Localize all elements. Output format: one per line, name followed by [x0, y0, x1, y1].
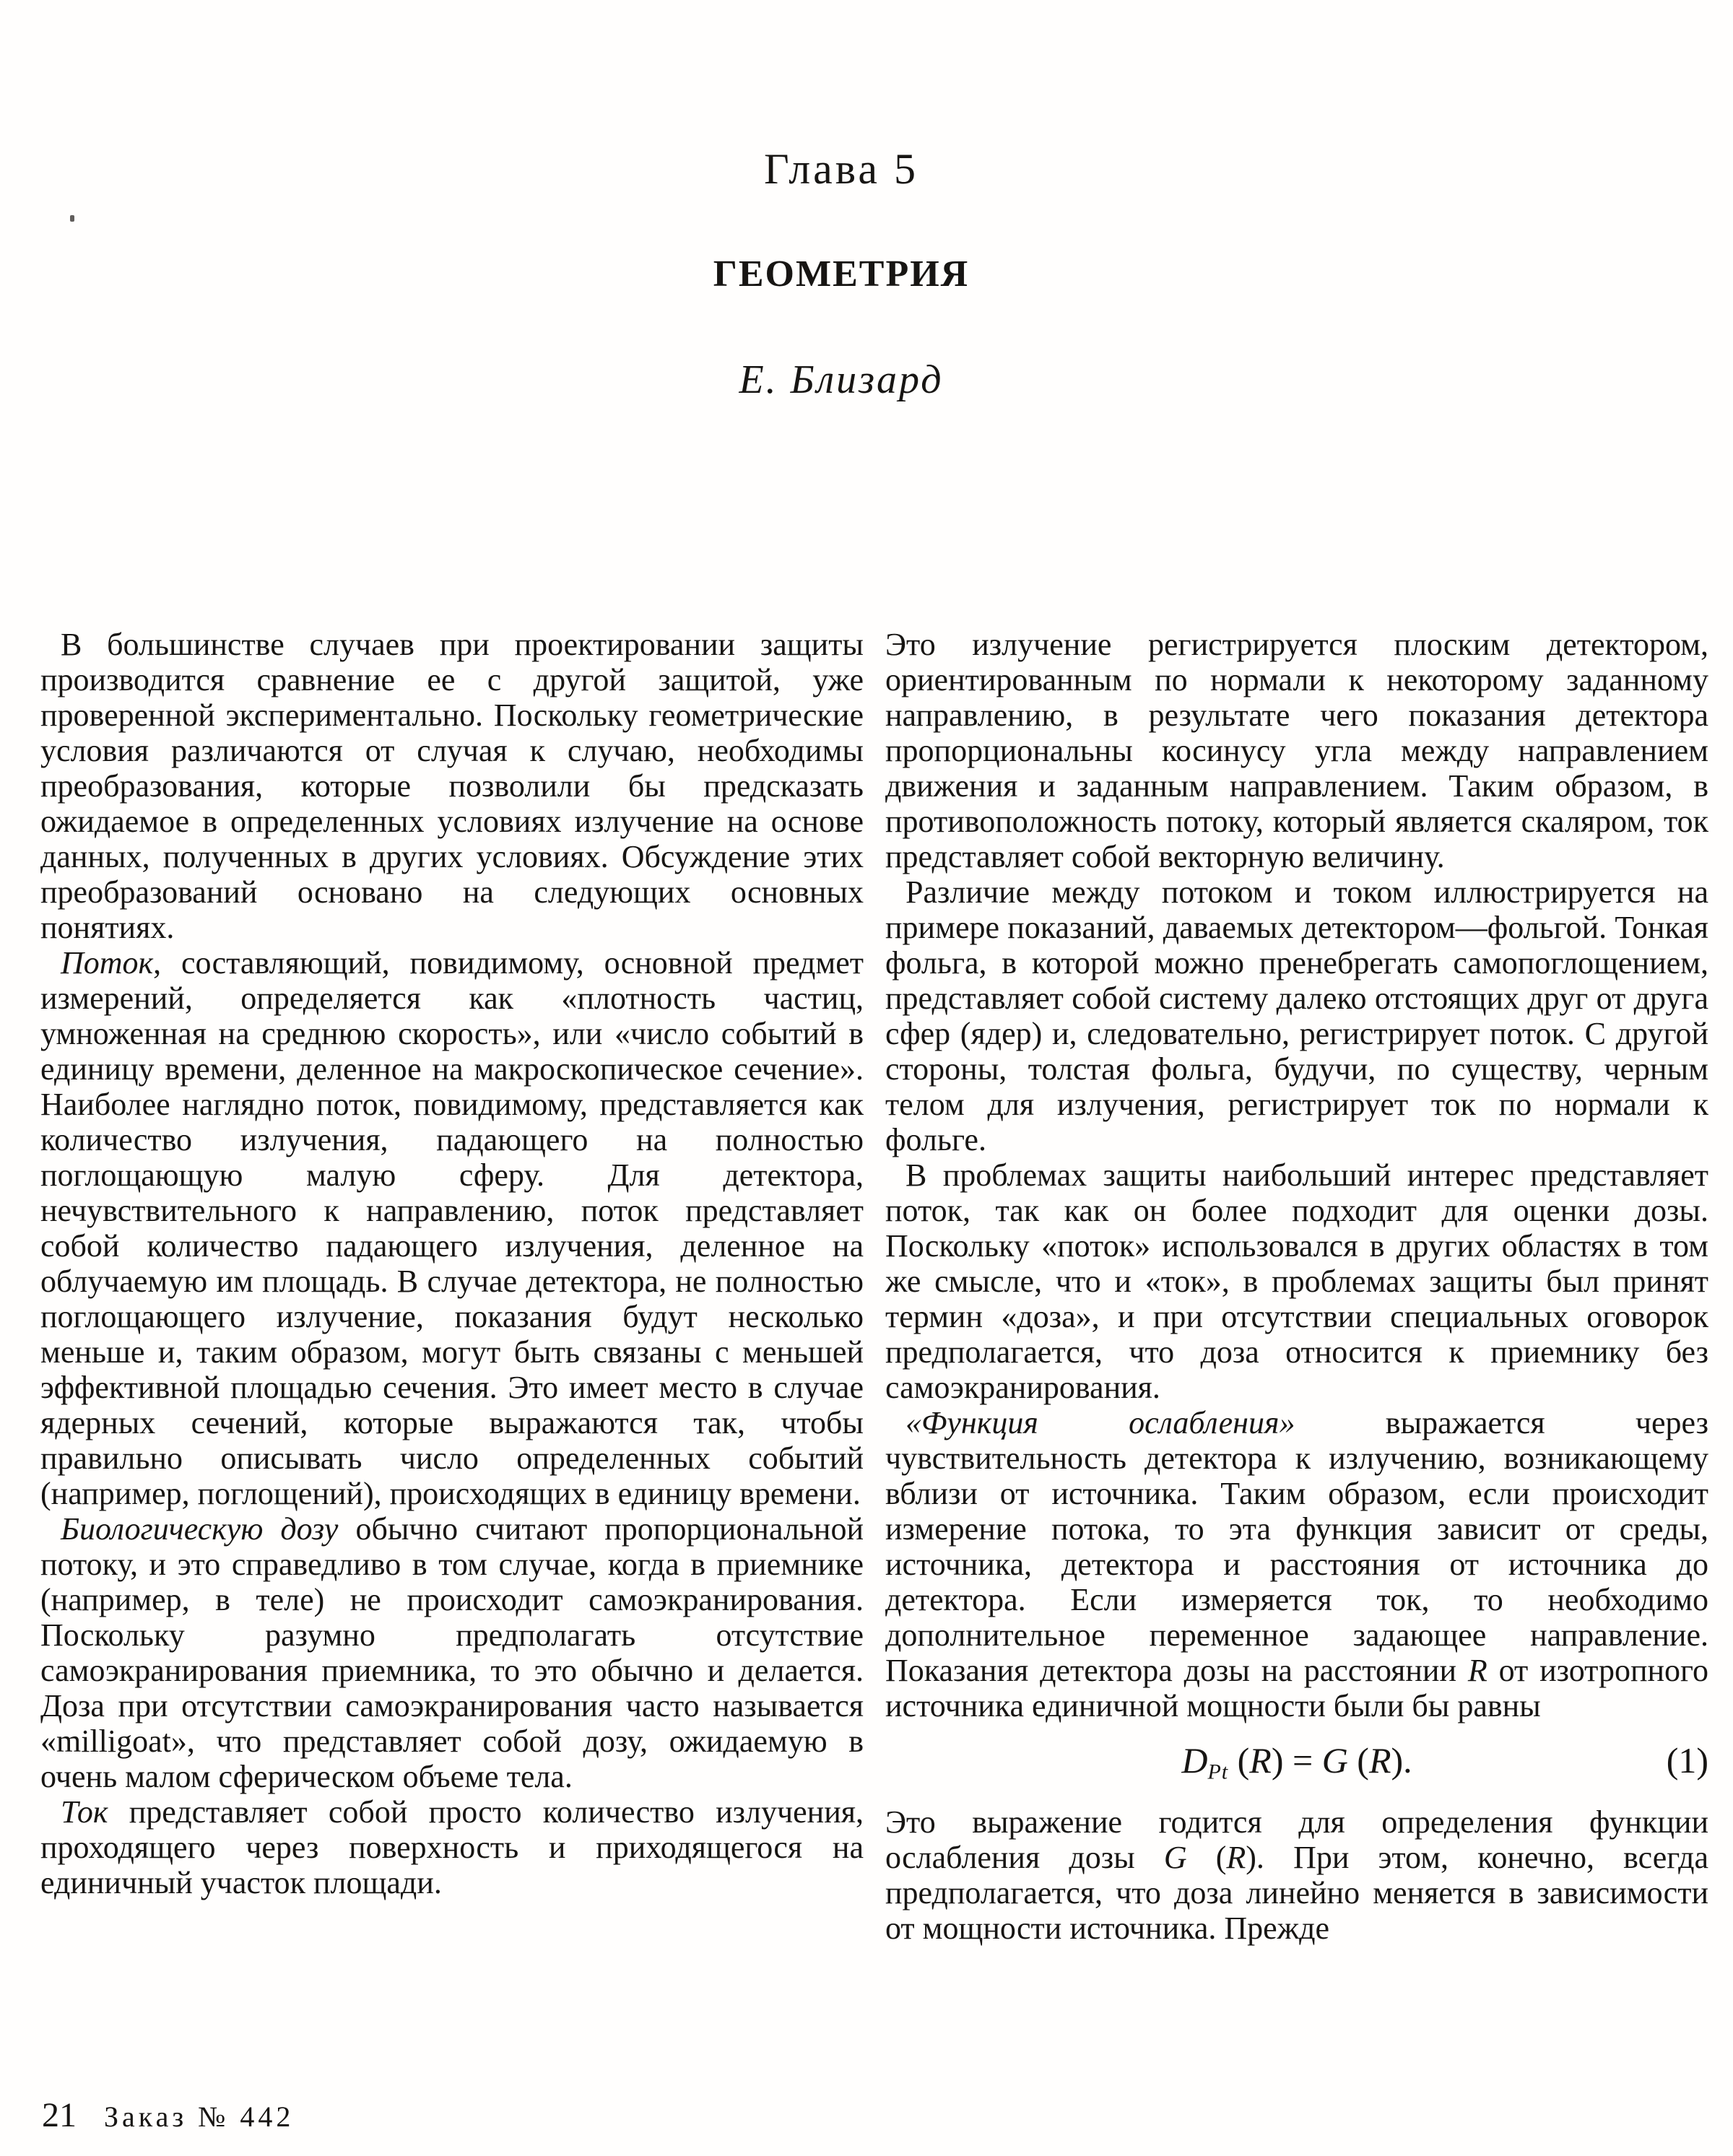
equation-body — [1181, 1740, 1412, 1784]
text-run: R — [1226, 1840, 1246, 1876]
paragraph — [885, 627, 1708, 874]
text-run: ). При этом, конечно, всегда предполагается, что доза линейно меняется в зависимости от мощности источника. Прежде — [885, 1840, 1708, 1947]
text-run: ). — [1391, 1740, 1412, 1781]
text-run: G — [1321, 1740, 1348, 1781]
text-run: Это выражение годится для определения функции ослабления дозы — [885, 1804, 1708, 1876]
text-run: представляет собой просто количество излучения, проходящего через поверхность и приходящегося на единичный участок площади. — [40, 1794, 864, 1900]
text-run: Ток — [61, 1794, 108, 1830]
text-run: , составляющий, повидимому, основной предмет измерений, определяется как «плотность частиц, умноженная на среднюю скорость», или «число событий в единицу времени, деленное на макроскопическое сечение». Наиболее наглядно поток, повидимому, представляется как количество излучения, падающего на полностью поглощающую малую сферу. Для детектора, нечувствительного к направлению, поток представляет собой количество падающего излучения, деленное на облучаемую им площадь. В случае детектора, не полностью поглощающего излучение, показания будут несколько меньше и, таким образом, могут быть связаны с меньшей эффективной площадью сечения. Это имеет место в случае ядерных сечений, которые выражаются так, чтобы правильно описывать число определенных событий (например, поглощений), происходящих в единицу времени. — [40, 945, 864, 1511]
text-run: R — [1249, 1740, 1272, 1781]
equation — [885, 1738, 1708, 1794]
text-run: D — [1181, 1740, 1208, 1781]
text-run: обычно считают пропорциональной потоку, и это справедливо в том случае, когда в приемнике (например, в теле) не происходит самоэкранирования. Поскольку разумно предполагать отсутствие самоэкранирования приемника, то это обычно и делается. Доза при отсутствии самоэкранирования часто называется «milligoat», что представляет собой дозу, ожидаемую в очень малом сферическом объеме тела. — [40, 1511, 864, 1794]
left-column — [40, 627, 864, 1900]
text-run: G — [1163, 1840, 1187, 1876]
paragraph — [885, 1804, 1708, 1946]
right-column — [885, 627, 1708, 1946]
author-name: Е. Близард — [739, 357, 944, 402]
chapter-label: Глава 5 — [764, 145, 918, 193]
text-run: В проблемах защиты наибольший интерес представляет поток, так как он более подходит для оценки дозы. Поскольку «поток» использовался в других областях в том же смысле, что и «ток», в проблемах защиты был принят термин «доза», и при отсутствии специальных оговорок предполагается, что доза относится к приемнику без самоэкранирования. — [885, 1157, 1708, 1405]
equation-subscript: Pt — [1207, 1760, 1229, 1784]
text-run: от изотропного источника единичной мощности были бы равны — [885, 1653, 1708, 1724]
paragraph — [40, 1511, 864, 1794]
paragraph — [885, 1157, 1708, 1405]
text-run: выражается через чувствительность детектора к излучению, возникающему вблизи от источника. Таким образом, если происходит измерение потока, то эта функция зависит от среды, источника, детектора и расстояния от источника до детектора. Если измеряется ток, то необходимо дополнительное переменное задающее направление. Показания детектора дозы на расстоянии — [885, 1405, 1709, 1688]
text-run: ( — [1347, 1740, 1369, 1781]
text-run: ( — [1186, 1840, 1227, 1876]
text-run: ( — [1228, 1740, 1250, 1781]
scan-speck — [70, 215, 74, 222]
text-run: «Функция ослабления» — [905, 1405, 1295, 1440]
page-title: ГЕОМЕТРИЯ — [713, 253, 970, 295]
text-run: Поток — [61, 945, 154, 981]
print-order-number: Заказ № 442 — [104, 2100, 295, 2133]
equation-number: (1) — [1666, 1740, 1708, 1781]
page-footer — [42, 2095, 294, 2135]
paragraph — [40, 627, 864, 945]
paragraph — [40, 1794, 864, 1900]
paragraph — [885, 874, 1708, 1157]
text-run: Это излучение регистрируется плоским детектором, ориентированным по нормали к некоторому заданному направлению, в результате чего показания детектора пропорциональны косинусу угла между направлением движения и заданным направлением. Таким образом, в противоположность потоку, который является скаляром, ток представляет собой векторную величину. — [885, 627, 1708, 874]
text-run: R — [1467, 1653, 1487, 1688]
paragraph — [40, 945, 864, 1511]
printer-signature: 21 — [42, 2096, 77, 2134]
text-run: Различие между потоком и током иллюстрируется на примере показаний, даваемых детектором—фольгой. Тонкая фольга, в которой можно пренебрегать самопоглощением, представляет собой систему далеко отстоящих друг от друга сфер (ядер) и, следовательно, регистрирует поток. С другой стороны, толстая фольга, будучи, по существу, черным телом для излучения, регистрирует ток по нормали к фольге. — [885, 874, 1708, 1157]
text-run: Биологическую дозу — [61, 1511, 339, 1547]
paragraph — [885, 1405, 1708, 1724]
text-run: В большинстве случаев при проектировании защиты производится сравнение ее с другой защитой, уже проверенной экспериментально. Поскольку геометрические условия различаются от случая к случаю, необходимы преобразования, которые позволили бы предсказать ожидаемое в определенных условиях излучение на основе данных, полученных в других условиях. Обсуждение этих преобразований основано на следующих основных понятиях. — [40, 627, 864, 945]
text-run: ) = — [1271, 1740, 1322, 1781]
text-run: R — [1368, 1740, 1391, 1781]
